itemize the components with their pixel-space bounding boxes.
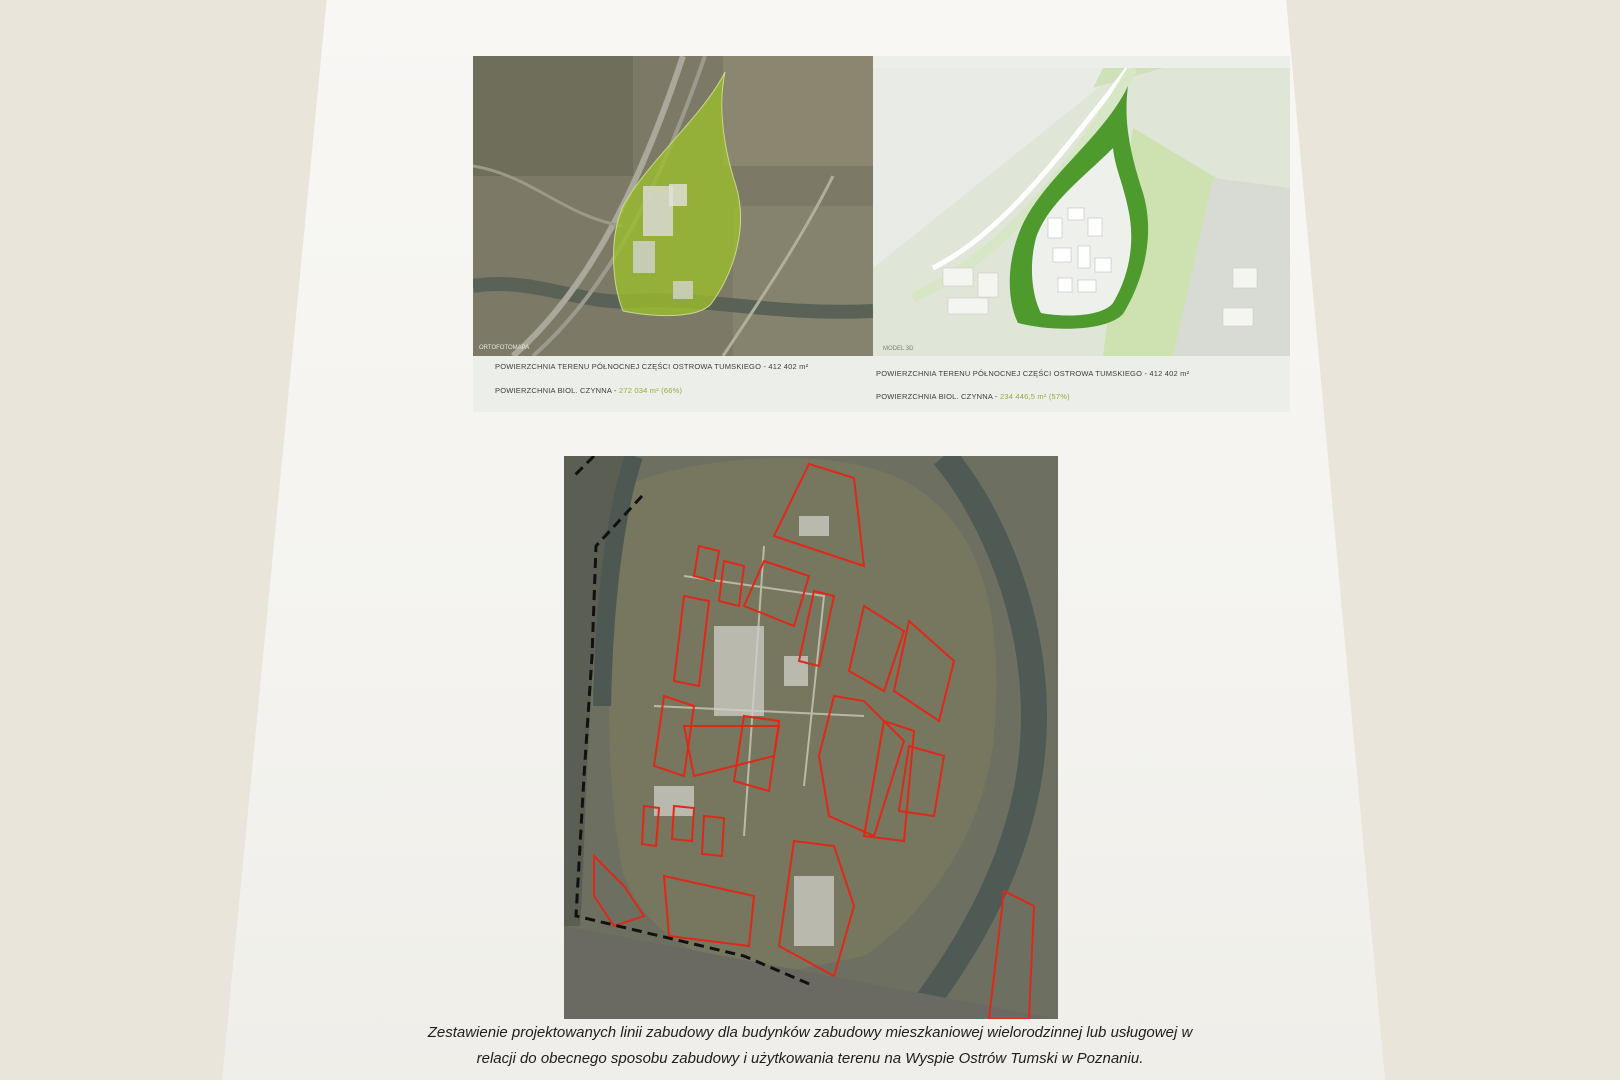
left-bio-label: POWIERZCHNIA BIOL. CZYNNA - <box>495 386 619 395</box>
caption-line-1: Zestawienie projektowanych linii zabudowy dla budynków zabudowy mieszkaniowej wielorodzinnej lub usługowej w <box>427 1024 1193 1041</box>
building-lines-aerial <box>564 456 1058 1019</box>
right-area-line: POWIERZCHNIA TERENU PÓŁNOCNEJ CZĘŚCI OSTROWA TUMSKIEGO - 412 402 m² <box>876 369 1190 378</box>
caption-line-2: relacji do obecnego sposobu zabudowy i użytkowania terenu na Wyspie Ostrów Tumski w Poznaniu. <box>476 1050 1144 1067</box>
left-area-line: POWIERZCHNIA TERENU PÓŁNOCNEJ CZĘŚCI OSTROWA TUMSKIEGO - 412 402 m² <box>495 362 809 371</box>
building-lines-map <box>564 456 1058 1019</box>
map-label: ORTOFOTOMAPA <box>479 345 530 351</box>
model-3d-map <box>873 68 1290 356</box>
right-bio-label: POWIERZCHNIA BIOL. CZYNNA - <box>876 392 1000 401</box>
map-label: MODEL 3D <box>883 346 914 352</box>
aerial-photo-map <box>473 56 873 356</box>
left-bio-value: 272 034 m² (66%) <box>618 386 683 395</box>
aerial-photo-panel <box>473 56 873 356</box>
figure-caption <box>300 1020 1320 1072</box>
model-3d-panel <box>873 68 1290 356</box>
right-bio-line <box>876 392 1070 401</box>
right-bio-value: 234 446,5 m² (57%) <box>999 392 1070 401</box>
left-bio-line <box>495 386 682 395</box>
comparison-figure <box>473 56 1290 412</box>
